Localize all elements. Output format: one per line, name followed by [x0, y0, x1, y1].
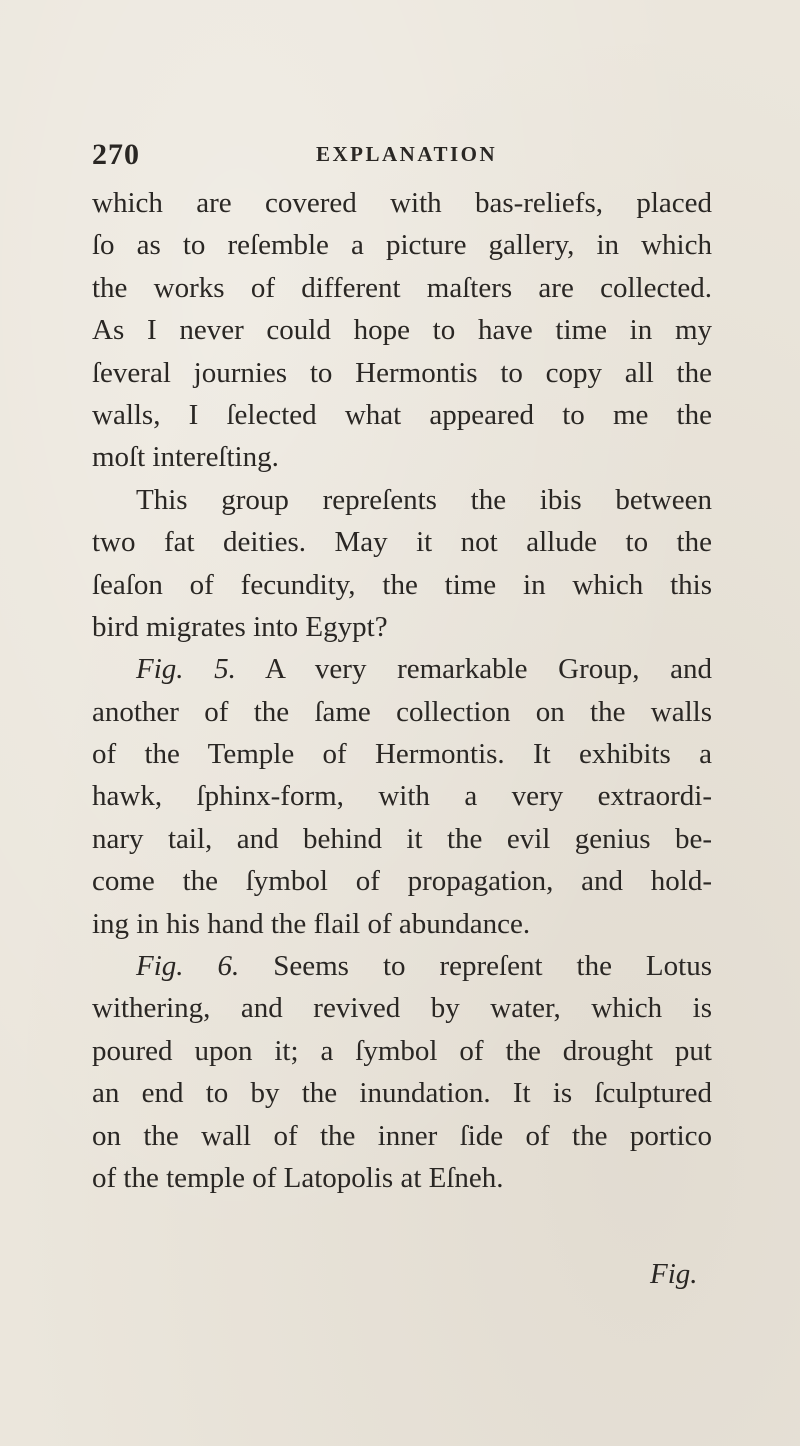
text-line: on the wall of the inner ſide of the portico [92, 1119, 712, 1152]
text-line: ing in his hand the flail of abundance. [92, 907, 531, 940]
text-line: This group repreſents the ibis between [136, 483, 712, 516]
text-line: the works of different maſters are collected. [92, 271, 712, 304]
body-text [92, 182, 712, 1199]
text-line: poured upon it; a ſymbol of the drought put [92, 1034, 712, 1067]
fig-5-text: A very remarkable Group, and [235, 653, 712, 686]
text-line: another of the ſame collection on the walls [92, 695, 712, 728]
text-line: hawk, ſphinx-form, with a very extraordi- [92, 780, 712, 813]
text-line: of the Temple of Hermontis. It exhibits a [92, 738, 712, 771]
text-line: As I never could hope to have time in my [92, 314, 712, 347]
text-line-fig5 [92, 648, 712, 690]
text-line: ſeveral journies to Hermontis to copy all the [92, 356, 712, 389]
text-line: an end to by the inundation. It is ſculptured [92, 1077, 712, 1110]
text-line-fig6 [92, 945, 712, 987]
fig-6-text: Seems to repreſent the Lotus [239, 950, 712, 983]
page-number: 270 [92, 138, 140, 171]
catchword: Fig. [650, 1258, 698, 1290]
text-line: walls, I ſelected what appeared to me the [92, 398, 712, 431]
fig-5-label: Fig. 5. [136, 653, 236, 686]
text-line: nary tail, and behind it the evil genius be- [92, 822, 712, 855]
text-line: of the temple of Latopolis at Eſneh. [92, 1161, 504, 1194]
text-line: withering, and revived by water, which is [92, 992, 712, 1025]
text-line: which are covered with bas-reliefs, placed [92, 187, 712, 219]
text-line: ſo as to reſemble a picture gallery, in which [92, 229, 712, 262]
text-line: ſeaſon of fecundity, the time in which this [92, 568, 712, 601]
running-head: EXPLANATION [316, 142, 498, 166]
text-line: come the ſymbol of propagation, and hold- [92, 865, 712, 898]
page-header [92, 138, 712, 178]
fig-6-label: Fig. 6. [136, 950, 240, 983]
text-line: bird migrates into Egypt? [92, 610, 388, 643]
text-line: moſt intereſting. [92, 441, 279, 474]
text-line: two fat deities. May it not allude to the [92, 526, 712, 559]
